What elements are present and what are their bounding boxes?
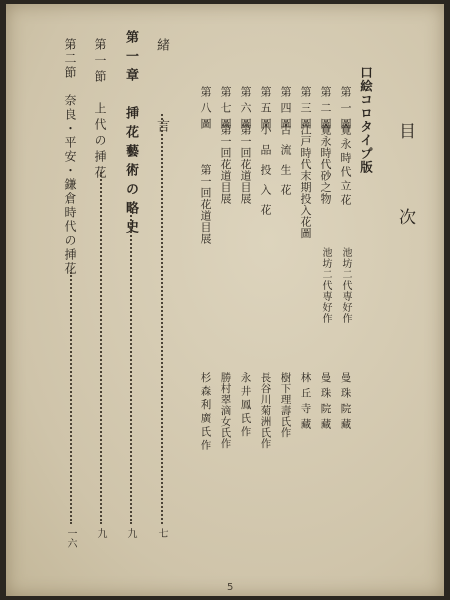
- plate-credit: 池坊二代専好作: [340, 247, 351, 324]
- leader-dots: [161, 114, 163, 524]
- plate-source: 曼珠院藏: [339, 372, 352, 434]
- page-folio: 5: [227, 582, 234, 593]
- plate-title: 第一回花道目展: [199, 164, 212, 245]
- leader-dots: [130, 204, 132, 524]
- page-title: 目 次: [395, 122, 415, 251]
- toc-page-number: 九: [95, 528, 106, 538]
- plate-number: 第六圖: [239, 86, 252, 134]
- plate-number: 第二圖: [319, 86, 332, 134]
- toc-page-number: 七: [156, 528, 167, 538]
- plates-heading: 口絵コロタイプ版: [358, 66, 374, 174]
- plate-number: 第八圖: [199, 86, 212, 134]
- toc-entry-section-1[interactable]: 第一節 上代の挿花: [93, 38, 107, 182]
- plate-title: 古流生花: [279, 124, 292, 204]
- plate-number: 第一圖: [339, 86, 352, 134]
- toc-entry-chapter-1[interactable]: 第一章 挿花藝術の略史: [123, 30, 138, 239]
- toc-entry-section-2[interactable]: 第二節 奈良・平安・鎌倉時代の挿花: [63, 38, 77, 276]
- plate-title: 江戸時代末期投入花圖: [299, 124, 312, 239]
- toc-page-number: 九: [125, 528, 136, 538]
- leader-dots: [70, 272, 72, 524]
- plate-title: 第一回花道目展: [219, 124, 232, 205]
- plate-credit: 池坊二代専好作: [320, 247, 331, 324]
- plate-source: 曼珠院藏: [319, 372, 332, 434]
- plate-number: 第三圖: [299, 86, 312, 134]
- plate-source: 樹下理壽氏作: [279, 372, 292, 438]
- toc-page-number: 一六: [65, 528, 76, 548]
- plate-number: 第七圖: [219, 86, 232, 134]
- plate-source: 永井鳳氏作: [239, 372, 252, 440]
- plate-title: 寛永時代砂之物: [319, 124, 332, 205]
- plate-number: 第四圖: [279, 86, 292, 134]
- leader-dots: [100, 172, 102, 524]
- plate-number: 第五圖: [259, 86, 272, 134]
- plate-source: 林丘寺藏: [299, 372, 312, 434]
- plate-source: 勝村翠滴女氏作: [219, 372, 232, 449]
- toc-entry-preface[interactable]: 緒 言: [154, 38, 169, 146]
- book-page: [6, 4, 444, 596]
- plate-source: 長谷川菊洲氏作: [259, 372, 272, 449]
- plate-title: 小品投入花: [259, 124, 272, 224]
- plate-source: 杉森利廣氏作: [199, 372, 212, 453]
- plate-title: 第一回花道目展: [239, 124, 252, 205]
- plate-title: 寛永時代立花: [339, 124, 352, 208]
